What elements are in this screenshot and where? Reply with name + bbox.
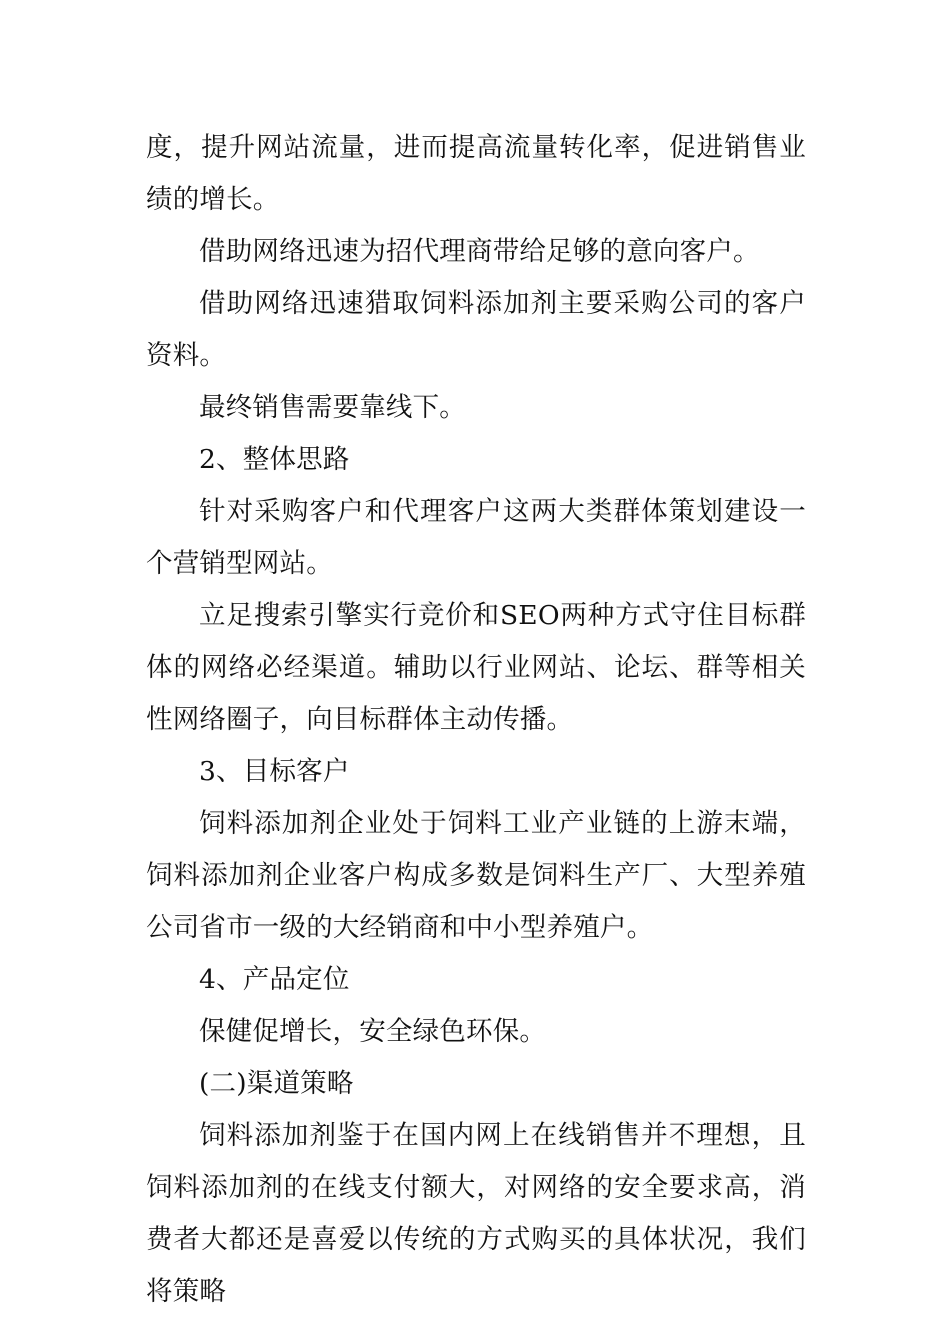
paragraph-customer-data: 借助网络迅速猎取饲料添加剂主要采购公司的客户资料。 xyxy=(146,288,806,371)
paragraph-offline-sales: 最终销售需要靠线下。 xyxy=(199,392,466,423)
section-heading-overall-idea: 2、整体思路 xyxy=(199,444,350,475)
paragraph-agent-leads: 借助网络迅速为招代理商带给足够的意向客户。 xyxy=(199,236,760,267)
paragraph-continuation: 度，提升网站流量，进而提高流量转化率，促进销售业绩的增长。 xyxy=(146,132,806,215)
section-heading-channel-strategy: (二)渠道策略 xyxy=(199,1068,354,1099)
paragraph-search-engine: 立足搜索引擎实行竞价和SEO两种方式守住目标群体的网络必经渠道。辅助以行业网站、论坛、群等相关性网络圈子，向目标群体主动传播。 xyxy=(146,600,806,735)
paragraph-channel-strategy: 饲料添加剂鉴于在国内网上在线销售并不理想，且饲料添加剂的在线支付额大，对网络的安全要求高，消费者大都还是喜爱以传统的方式购买的具体状况，我们将策略 xyxy=(146,1120,806,1307)
paragraph-marketing-site: 针对采购客户和代理客户这两大类群体策划建设一个营销型网站。 xyxy=(146,496,806,579)
paragraph-target-customers: 饲料添加剂企业处于饲料工业产业链的上游末端，饲料添加剂企业客户构成多数是饲料生产厂、大型养殖公司省市一级的大经销商和中小型养殖户。 xyxy=(146,808,806,943)
section-heading-target-customers: 3、目标客户 xyxy=(199,756,350,787)
section-heading-product-positioning: 4、产品定位 xyxy=(199,964,350,995)
paragraph-product-positioning: 保健促增长，安全绿色环保。 xyxy=(199,1016,547,1047)
document-body xyxy=(146,122,806,1318)
